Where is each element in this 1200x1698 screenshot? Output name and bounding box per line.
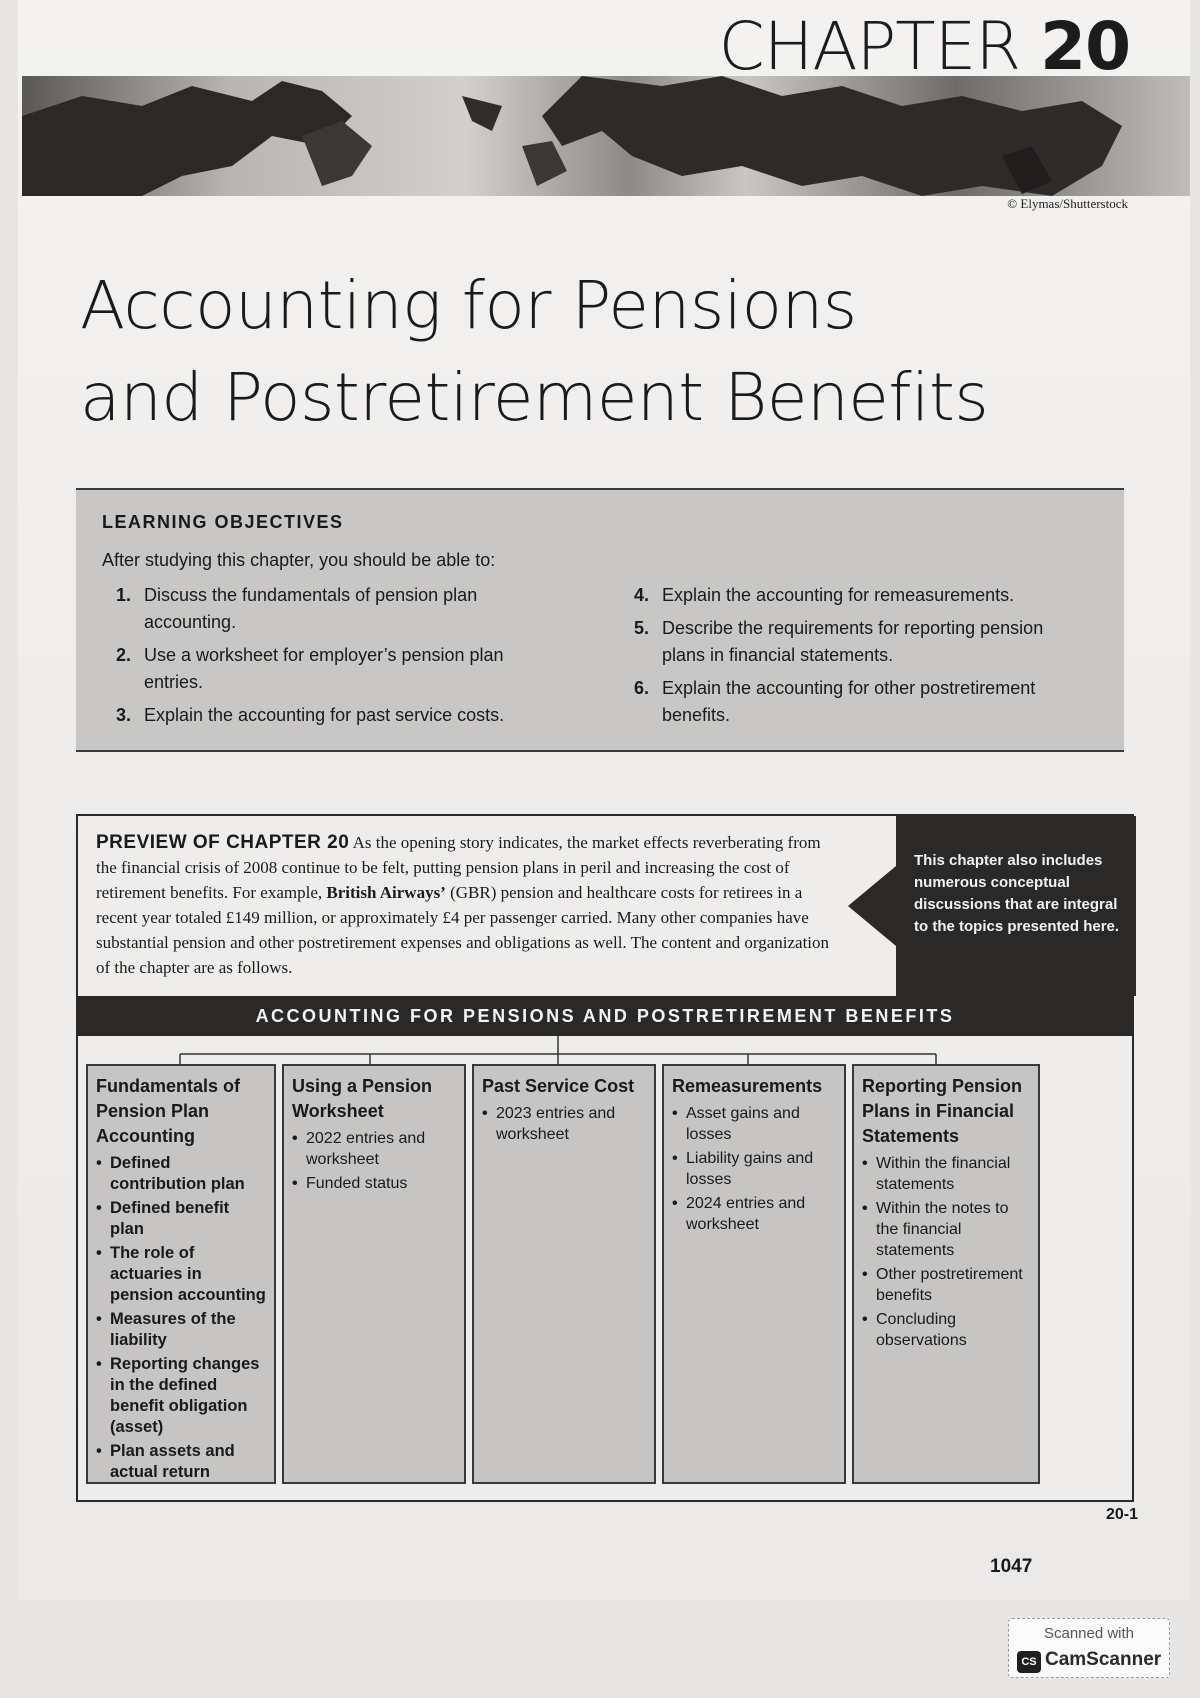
column-title: Using a Pension Worksheet xyxy=(292,1076,433,1121)
world-map-image xyxy=(22,76,1190,196)
objectives-list-left xyxy=(116,582,556,735)
column-item: • Defined benefit plan xyxy=(96,1198,266,1240)
objective-item: 4. Explain the accounting for remeasurements. xyxy=(634,585,1015,605)
organizer-column-remeasurements xyxy=(662,1064,846,1484)
organizer-column-past-service xyxy=(472,1064,656,1484)
objective-item: 2. Use a worksheet for employer’s pension plan entries. xyxy=(116,645,504,692)
column-item: • 2022 entries and worksheet xyxy=(292,1128,456,1170)
chapter-title-line-2: and Postretirement Benefits xyxy=(80,359,989,436)
column-title: Fundamentals of Pension Plan Accounting xyxy=(96,1076,241,1146)
objective-item: 5. Describe the requirements for reporting pension plans in financial statements. xyxy=(634,618,1044,665)
column-item: • Within the financial statements xyxy=(862,1153,1030,1195)
camscanner-logo-icon: CS xyxy=(1017,1651,1041,1673)
chapter-label: CHAPTER 20 xyxy=(718,8,1130,85)
learning-objectives-intro: After studying this chapter, you should be able to: xyxy=(102,550,496,570)
column-item: • Liability gains and losses xyxy=(672,1148,836,1190)
chapter-banner-map xyxy=(22,76,1190,196)
column-item: • Other postretirement benefits xyxy=(862,1264,1030,1306)
organizer-column-worksheet xyxy=(282,1064,466,1484)
objective-item: 1. Discuss the fundamentals of pension plan accounting. xyxy=(116,585,478,632)
camscanner-name: CamScanner xyxy=(1045,1649,1162,1670)
scanned-with-label: Scanned with xyxy=(1043,1625,1135,1642)
column-item: • The role of actuaries in pension accounting xyxy=(96,1243,266,1306)
photo-credit: © Elymas/Shutterstock xyxy=(1007,196,1128,211)
organizer-column-reporting xyxy=(852,1064,1040,1484)
page-number: 1047 xyxy=(990,1556,1033,1577)
preview-heading: PREVIEW OF CHAPTER 20 xyxy=(96,832,350,853)
objectives-list-right xyxy=(634,582,1084,735)
column-item: • Within the notes to the financial statements xyxy=(862,1198,1030,1261)
column-item: • Measures of the liability xyxy=(96,1309,266,1351)
preview-box xyxy=(76,814,1134,1502)
column-title: Reporting Pension Plans in Financial Statements xyxy=(862,1076,1023,1146)
column-item: • 2023 entries and worksheet xyxy=(482,1103,646,1145)
company-name: British Airways’ xyxy=(326,883,446,902)
camscanner-badge xyxy=(1008,1618,1170,1678)
column-item: • Plan assets and actual return xyxy=(96,1441,266,1483)
section-folio: 20-1 xyxy=(1105,1506,1138,1523)
chapter-number: 20 xyxy=(1040,8,1130,85)
column-item: • Concluding observations xyxy=(862,1309,1030,1351)
chapter-title-line-1: Accounting for Pensions xyxy=(80,267,857,344)
learning-objectives-box xyxy=(76,488,1124,752)
chapter-title xyxy=(80,260,1080,444)
column-item: • Asset gains and losses xyxy=(672,1103,836,1145)
column-title: Remeasurements xyxy=(672,1076,823,1096)
column-title: Past Service Cost xyxy=(482,1076,635,1096)
organizer-column-fundamentals xyxy=(86,1064,276,1484)
objective-item: 3. Explain the accounting for past service costs. xyxy=(116,705,505,725)
column-item: • 2024 entries and worksheet xyxy=(672,1193,836,1235)
objective-item: 6. Explain the accounting for other postretirement benefits. xyxy=(634,678,1036,725)
learning-objectives-heading: LEARNING OBJECTIVES xyxy=(102,512,344,532)
column-item: • Defined contribution plan xyxy=(96,1153,266,1195)
organizer-title-bar: ACCOUNTING FOR PENSIONS AND POSTRETIREMENT BENEFITS xyxy=(76,996,1134,1036)
preview-paragraph: PREVIEW OF CHAPTER 20 As the opening story indicates, the market effects reverberating from the financial crisis of 2008 continue to be felt, putting pension plans in peril and increasing the cost of retirement benefits. For example, British Airways’ (GBR) pension and healthcare costs for retirees in a recent year totaled £149 million, or approximately £4 per passenger carried. Many other companies have substantial pension and other postretirement expenses and obligations as well. The content and organization of the chapter are as follows. xyxy=(96,832,830,977)
column-item: • Reporting changes in the defined benefit obligation (asset) xyxy=(96,1354,266,1438)
column-item: • Funded status xyxy=(292,1173,456,1194)
conceptual-callout: This chapter also includes numerous conceptual discussions that are integral to the topics presented here. xyxy=(896,816,1134,996)
